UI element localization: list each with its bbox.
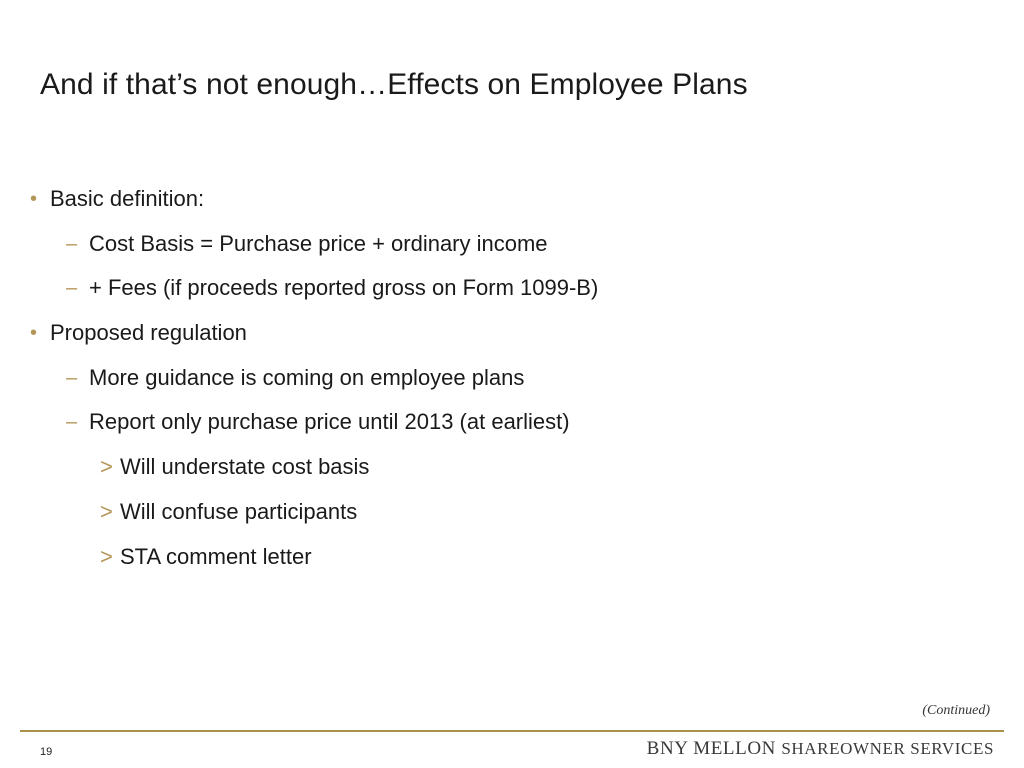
dash-marker: – xyxy=(66,366,78,389)
chevron-right-icon: > xyxy=(100,498,113,524)
sub-bullet-item xyxy=(30,271,930,316)
sub-sub-bullet-item xyxy=(30,495,930,540)
page-number: 19 xyxy=(40,746,53,758)
bullet-text: + Fees (if proceeds reported gross on Form 1099-B) xyxy=(89,275,599,301)
bullet-text: Proposed regulation xyxy=(50,320,247,346)
brand-name: BNY MELLON xyxy=(646,738,776,759)
dash-marker: – xyxy=(66,277,78,300)
bullet-text: More guidance is coming on employee plans xyxy=(89,364,525,390)
chevron-right-icon: > xyxy=(100,454,113,480)
footer-divider xyxy=(20,730,1004,732)
bullet-text: Report only purchase price until 2013 (at earliest) xyxy=(89,409,570,435)
sub-bullet-item xyxy=(30,227,930,272)
bullet-text: Cost Basis = Purchase price + ordinary income xyxy=(89,230,548,256)
sub-bullet-item xyxy=(30,361,930,406)
bullet-item xyxy=(30,182,930,227)
sub-bullet-item xyxy=(30,405,930,450)
bullet-text: Will confuse participants xyxy=(120,498,358,524)
brand-logo xyxy=(647,738,994,760)
bullet-text: Basic definition: xyxy=(50,186,205,211)
bullet-list xyxy=(30,182,930,584)
slide-title: And if that’s not enough…Effects on Employee Plans xyxy=(40,68,748,101)
dash-marker: – xyxy=(66,232,78,255)
brand-division: SHAREOWNER SERVICES xyxy=(781,739,994,758)
bullet-marker: • xyxy=(30,322,38,345)
bullet-marker: • xyxy=(30,188,38,210)
bullet-text: Will understate cost basis xyxy=(120,454,370,480)
continued-note: (Continued) xyxy=(922,703,990,718)
dash-marker: – xyxy=(66,411,78,434)
bullet-item xyxy=(30,316,930,361)
sub-sub-bullet-item xyxy=(30,450,930,495)
bullet-text: STA comment letter xyxy=(120,543,312,569)
chevron-right-icon: > xyxy=(100,543,113,569)
sub-sub-bullet-item xyxy=(30,540,930,585)
